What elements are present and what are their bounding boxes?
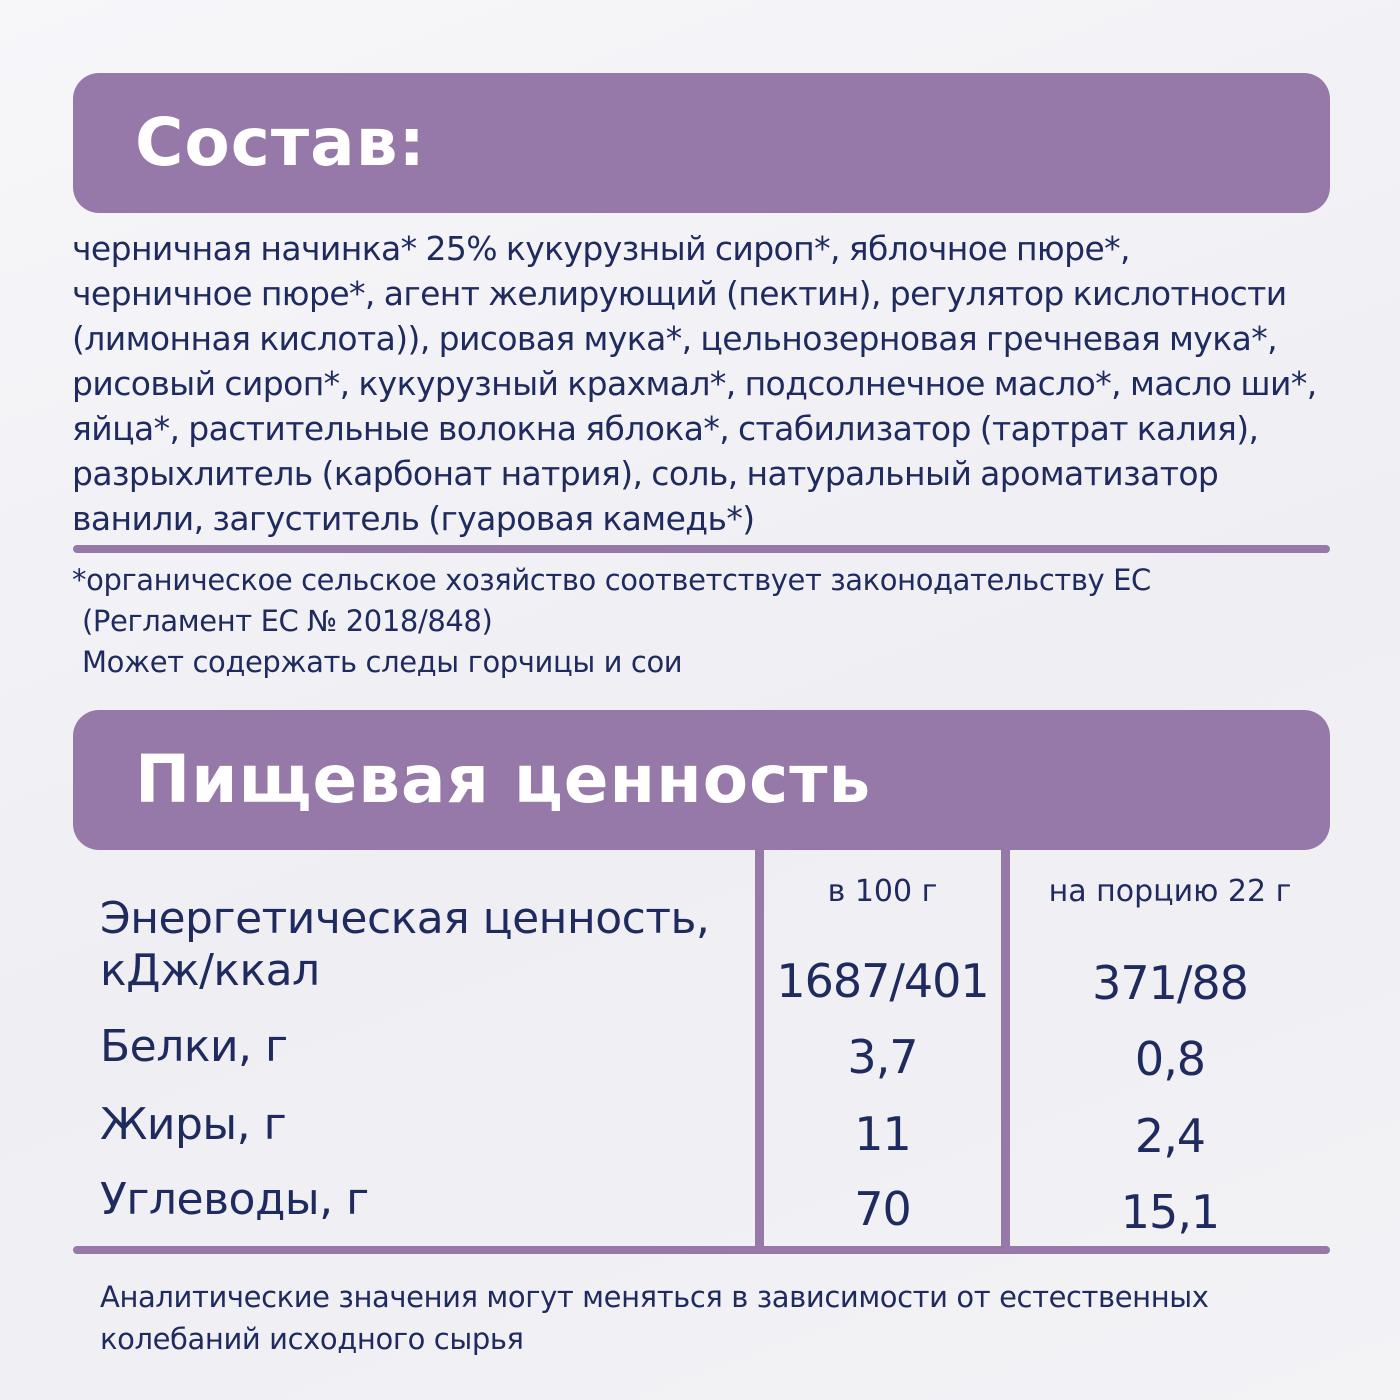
nutrition-divider [73, 1246, 1330, 1254]
row-label-energy: Энергетическая ценность, [100, 893, 710, 944]
footnote-line: Аналитические значения могут меняться в зависимости от естественных [100, 1280, 1209, 1314]
regulation-note: (Регламент ЕС № 2018/848) [82, 604, 493, 638]
footnote-line: колебаний исходного сырья [100, 1322, 524, 1356]
ingredient-line: черничная начинка* 25% кукурузный сироп*, яблочное пюре*, [72, 229, 1130, 268]
table-cell-fat-per-portion: 2,4 [1134, 1109, 1206, 1163]
composition-divider [73, 545, 1330, 553]
row-label-carbohydrates: Углеводы, г [100, 1174, 369, 1225]
composition-title: Состав: [135, 104, 426, 181]
composition-banner [73, 73, 1330, 213]
allergen-note: Может содержать следы горчицы и сои [82, 645, 683, 679]
row-label-fat: Жиры, г [100, 1099, 287, 1150]
ingredient-line: рисовый сироп*, кукурузный крахмал*, подсолнечное масло*, масло ши*, [72, 364, 1317, 403]
table-cell-energy-per-portion: 371/88 [1092, 956, 1248, 1010]
table-cell-energy-per-100g: 1687/401 [776, 954, 989, 1008]
table-column-divider [755, 850, 764, 1250]
table-column-divider [1001, 850, 1010, 1250]
nutrition-title: Пищевая ценность [135, 741, 872, 818]
ingredient-line: ванили, загуститель (гуаровая камедь*) [72, 499, 755, 538]
nutrition-footnote [100, 1276, 1209, 1360]
ingredient-line: разрыхлитель (карбонат натрия), соль, натуральный ароматизатор [72, 454, 1219, 493]
ingredient-line: (лимонная кислота)), рисовая мука*, цельнозерновая гречневая мука*, [72, 319, 1277, 358]
nutrition-banner [73, 710, 1330, 850]
composition-notes [72, 560, 1151, 683]
ingredient-line: яйца*, растительные волокна яблока*, стабилизатор (тартрат калия), [72, 409, 1259, 448]
column-header-per-100g: в 100 г [827, 874, 938, 909]
ingredients-text [72, 226, 1342, 541]
table-cell-fat-per-100g: 11 [854, 1107, 911, 1161]
column-header-per-portion: на порцию 22 г [1048, 874, 1292, 909]
row-label-protein: Белки, г [100, 1021, 288, 1072]
table-cell-protein-per-portion: 0,8 [1134, 1032, 1206, 1086]
table-cell-carbohydrates-per-portion: 15,1 [1120, 1185, 1220, 1239]
ingredient-line: черничное пюре*, агент желирующий (пектин), регулятор кислотности [72, 274, 1287, 313]
table-cell-protein-per-100g: 3,7 [847, 1030, 918, 1084]
organic-note: *органическое сельское хозяйство соответствует законодательству ЕС [72, 563, 1151, 597]
row-label-energy-unit: кДж/ккал [100, 945, 320, 996]
table-cell-carbohydrates-per-100g: 70 [854, 1182, 911, 1236]
